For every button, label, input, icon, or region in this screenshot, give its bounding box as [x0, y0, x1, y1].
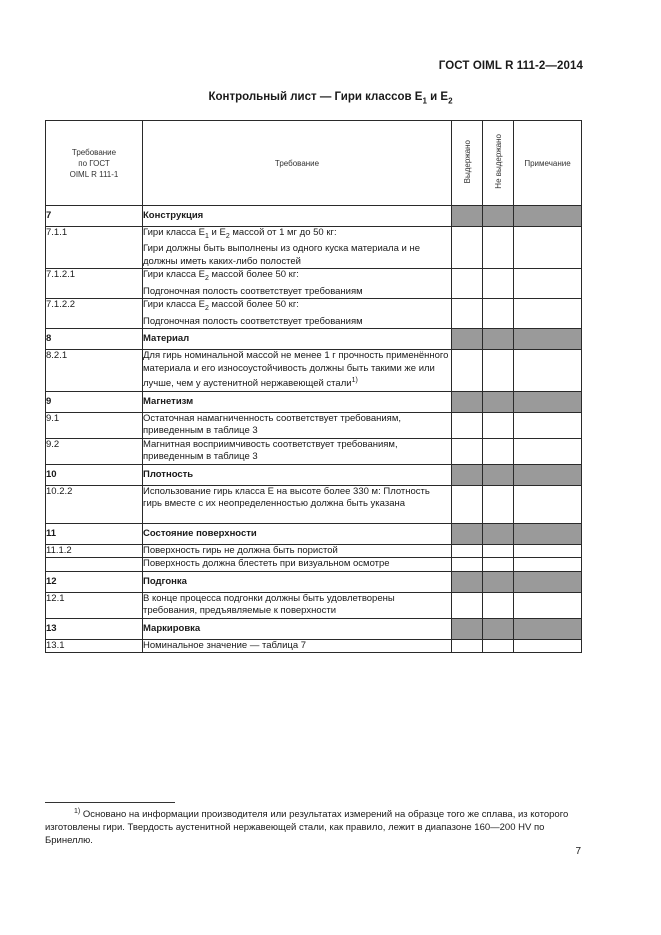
- table-row: 13.1 Номинальное значение — таблица 7: [46, 639, 582, 653]
- table-row: 9.2 Магнитная восприимчивость соответствует требованиям, приведенным в таблице 3: [46, 438, 582, 464]
- section-row: 8 Материал: [46, 329, 582, 350]
- page-title: Контрольный лист — Гири классов $E_1$ и $E_2$: [208, 91, 453, 106]
- not-passed-cell[interactable]: [483, 299, 514, 329]
- checklist-table: [45, 120, 582, 653]
- table-row: 7.1.1 Гири класса $E_1$ и $E_2$ массой от 1 мг до 50 кг: Гири должны быть выполнены из одного куска материала и не должны иметь каких-либо полостей: [46, 227, 582, 269]
- note-cell[interactable]: [514, 227, 582, 269]
- table-row: 10.2.2 Использование гирь класса E на высоте более 330 м: Плотность гирь вместе с их неопределенностью должна быть указана: [46, 485, 582, 523]
- table-row: Поверхность должна блестеть при визуальном осмотре: [46, 558, 582, 572]
- note-cell[interactable]: [514, 592, 582, 618]
- table-row: 11.1.2 Поверхность гирь не должна быть пористой: [46, 544, 582, 558]
- not-passed-cell[interactable]: [483, 639, 514, 653]
- note-cell[interactable]: [514, 299, 582, 329]
- not-passed-cell[interactable]: [483, 269, 514, 299]
- table-row: 7.1.2.2 Гири класса $E_2$ массой более 50 кг: Подгоночная полость соответствует требованиям: [46, 299, 582, 329]
- note-cell[interactable]: [514, 412, 582, 438]
- section-row: 7 Конструкция: [46, 206, 582, 227]
- note-cell[interactable]: [514, 438, 582, 464]
- passed-cell[interactable]: [452, 299, 483, 329]
- note-cell[interactable]: [514, 639, 582, 653]
- footnote: $^{1)}$ Основано на информации производителя или результатах измерений на образце того же сплава, из которого изготовлены гири. Твердость аустенитной нержавеющей стали, как правило, лежит в диапазоне 160—200 HV по Бринеллю.: [45, 808, 569, 847]
- not-passed-cell[interactable]: [483, 350, 514, 392]
- passed-cell[interactable]: [452, 485, 483, 523]
- section-row: 11 Состояние поверхности: [46, 523, 582, 544]
- header-requirement: Требование: [143, 121, 452, 206]
- table-row: 12.1 В конце процесса подгонки должны быть удовлетворены требования, предъявляемые к поверхности: [46, 592, 582, 618]
- table-row: 9.1 Остаточная намагниченность соответствует требованиям, приведенным в таблице 3: [46, 412, 582, 438]
- header-note: Примечание: [514, 121, 582, 206]
- document-code: ГОСТ OIML R 111-2—2014: [438, 60, 583, 72]
- not-passed-cell[interactable]: [483, 485, 514, 523]
- passed-cell[interactable]: [452, 558, 483, 572]
- not-passed-cell[interactable]: [483, 544, 514, 558]
- passed-cell[interactable]: [452, 350, 483, 392]
- note-cell[interactable]: [514, 544, 582, 558]
- header-gost-requirement: Требование по ГОСТ OIML R 111-1: [46, 121, 143, 206]
- not-passed-cell[interactable]: [483, 412, 514, 438]
- note-cell[interactable]: [514, 350, 582, 392]
- passed-cell[interactable]: [452, 639, 483, 653]
- section-row: 13 Маркировка: [46, 618, 582, 639]
- passed-cell[interactable]: [452, 227, 483, 269]
- not-passed-cell[interactable]: [483, 227, 514, 269]
- passed-cell[interactable]: [452, 412, 483, 438]
- not-passed-cell[interactable]: [483, 438, 514, 464]
- table-row: 8.2.1 Для гирь номинальной массой не менее 1 г прочность применённого материала и его износоустойчивость должны быть такими же или лучше, чем у аустенитной нержавеющей стали$^{1)}$: [46, 350, 582, 392]
- not-passed-cell[interactable]: [483, 558, 514, 572]
- footnote-divider: [45, 802, 175, 803]
- note-cell[interactable]: [514, 485, 582, 523]
- not-passed-cell[interactable]: [483, 592, 514, 618]
- header-passed: Выдержано: [452, 121, 483, 206]
- note-cell[interactable]: [514, 558, 582, 572]
- passed-cell[interactable]: [452, 269, 483, 299]
- note-cell[interactable]: [514, 269, 582, 299]
- table-row: 7.1.2.1 Гири класса $E_2$ массой более 50 кг: Подгоночная полость соответствует требованиям: [46, 269, 582, 299]
- header-not-passed: Не выдержано: [483, 121, 514, 206]
- section-row: 9 Магнетизм: [46, 391, 582, 412]
- passed-cell[interactable]: [452, 438, 483, 464]
- passed-cell[interactable]: [452, 544, 483, 558]
- page-number: 7: [575, 846, 581, 857]
- passed-cell[interactable]: [452, 592, 483, 618]
- table-header-row: [46, 121, 582, 206]
- section-row: 10 Плотность: [46, 464, 582, 485]
- section-row: 12 Подгонка: [46, 571, 582, 592]
